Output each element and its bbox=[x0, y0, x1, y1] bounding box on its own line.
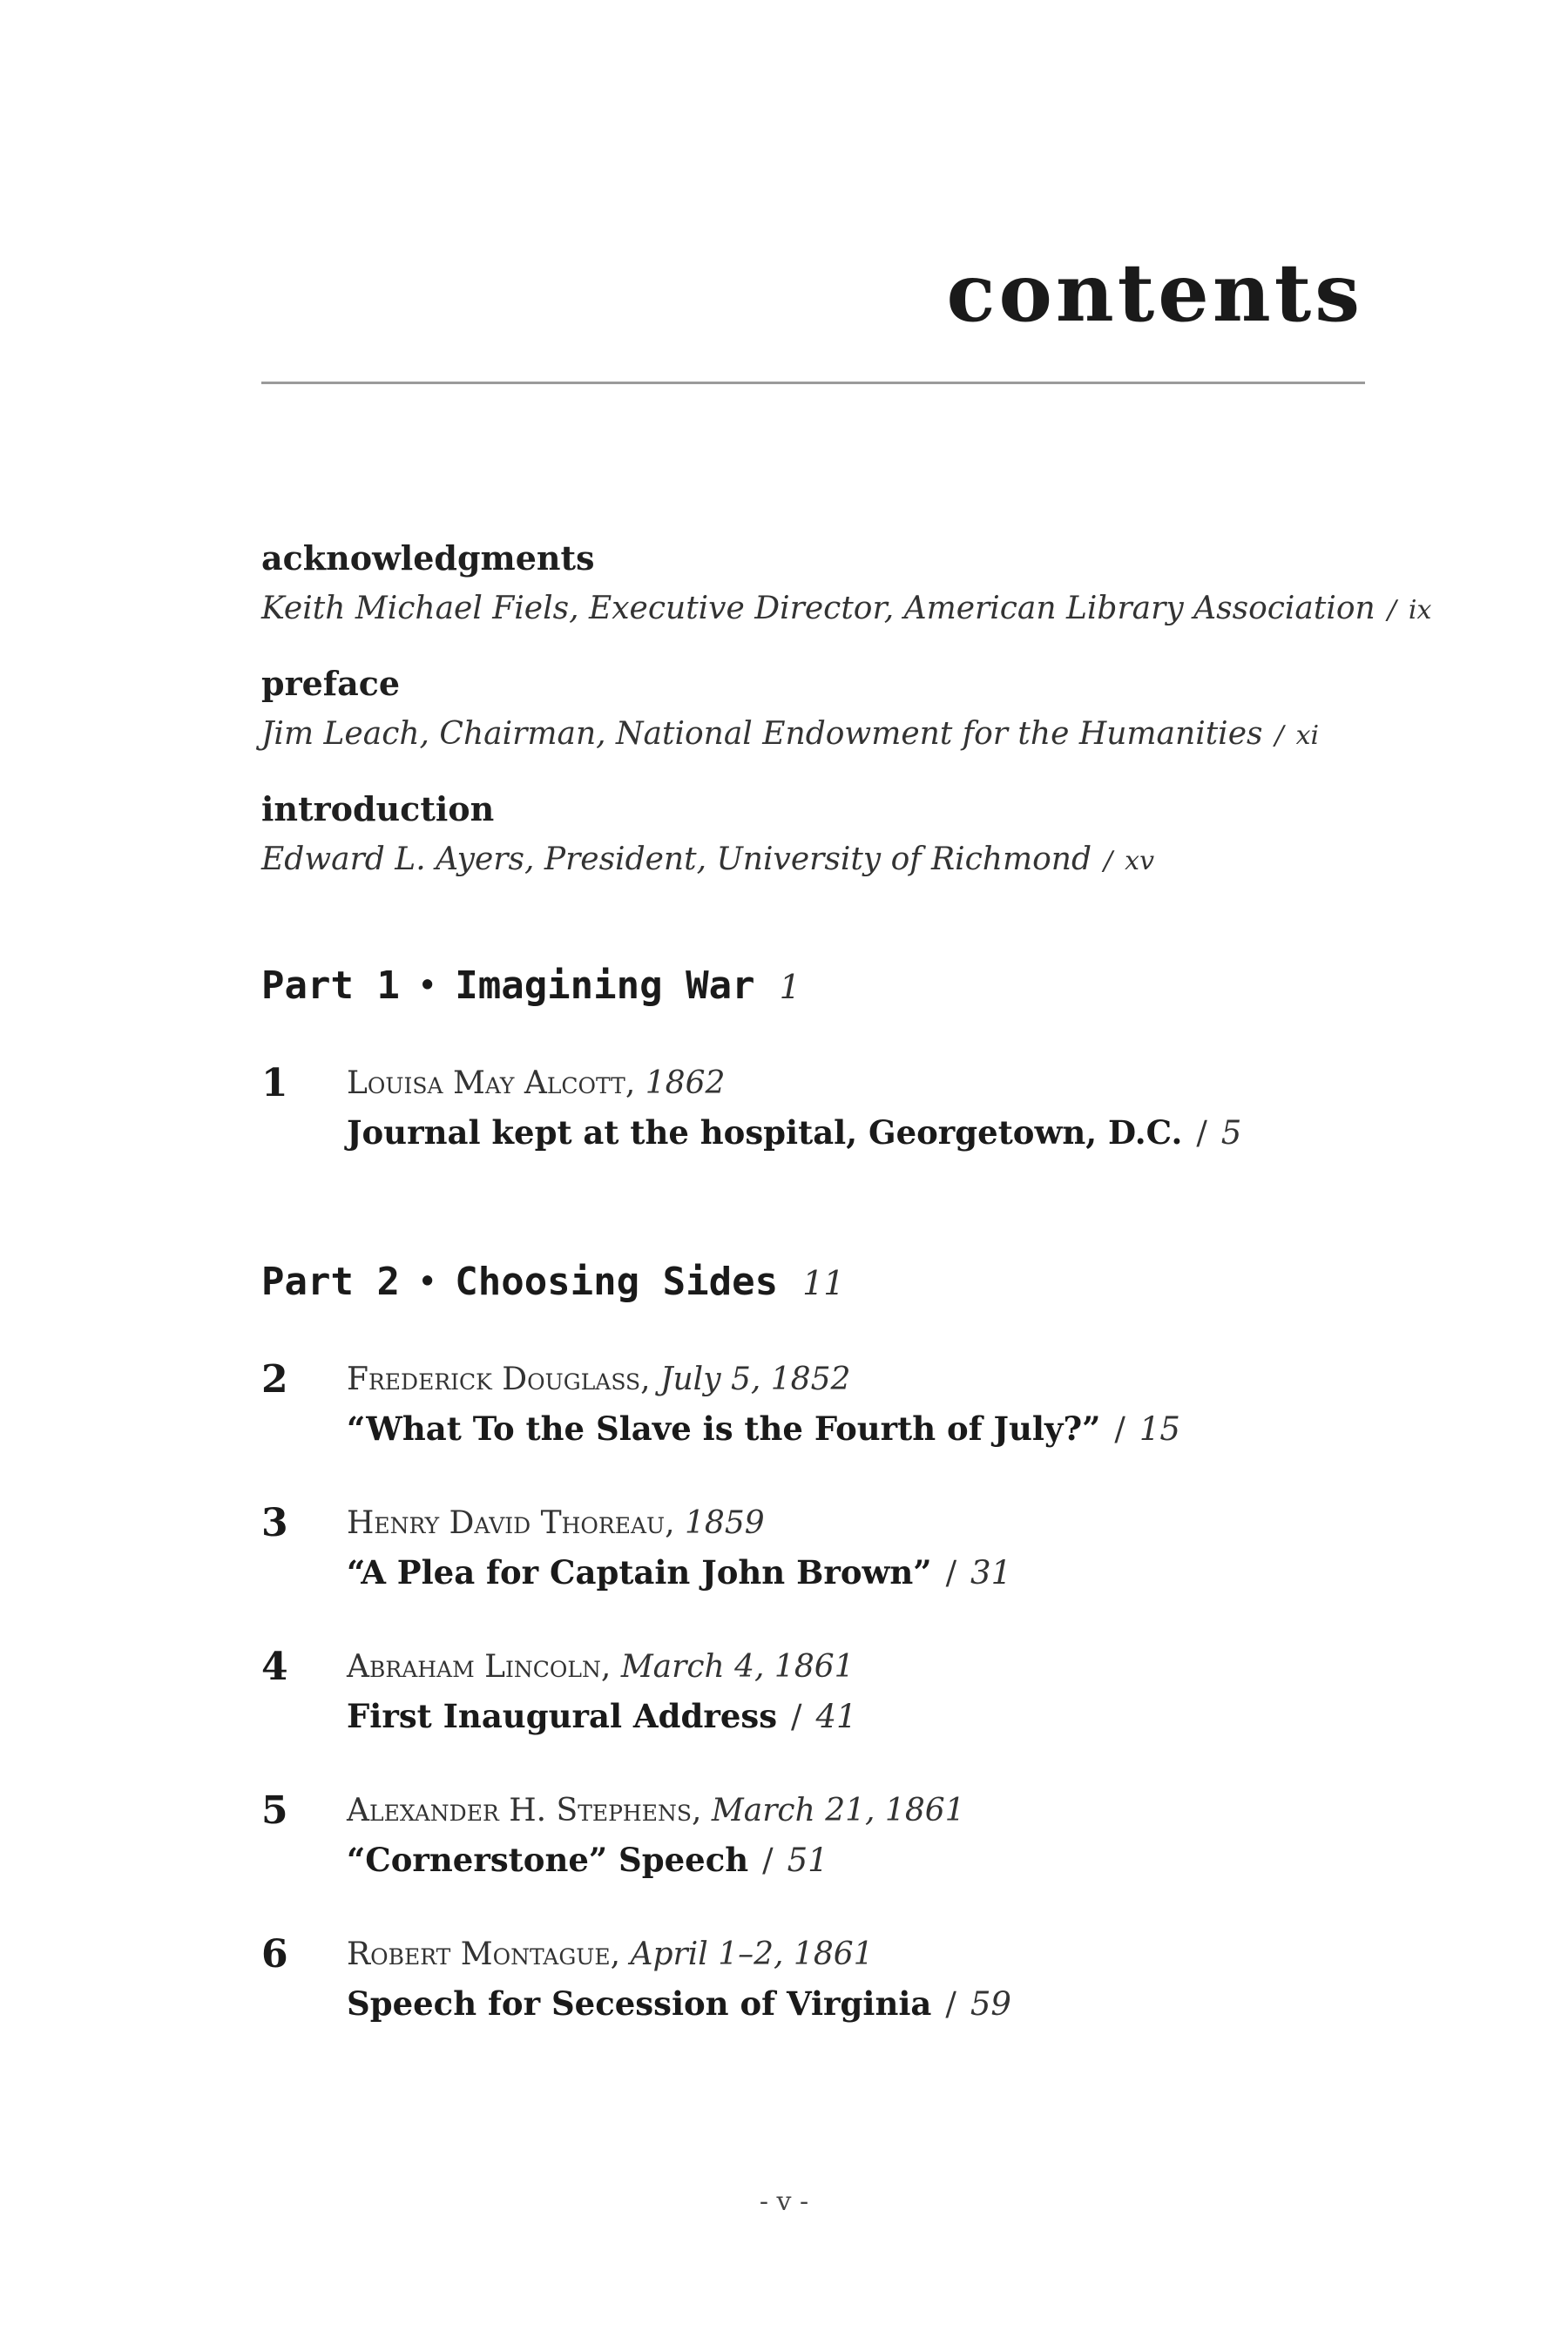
page-title: contents bbox=[946, 246, 1363, 340]
chapter-number: 6 bbox=[261, 1932, 288, 1977]
page-number: xv bbox=[1125, 846, 1155, 876]
chapter-title bbox=[347, 1841, 828, 1879]
author-date: July 5, 1852 bbox=[660, 1362, 851, 1397]
front-matter-text bbox=[261, 716, 1320, 752]
page-number: ix bbox=[1408, 595, 1432, 625]
work-title: First Inaugural Address bbox=[347, 1697, 778, 1735]
author-name: Abraham Lincoln, bbox=[347, 1649, 612, 1685]
chapter-author bbox=[347, 1936, 874, 1972]
author-name: Louisa May Alcott, bbox=[347, 1065, 636, 1101]
title-divider bbox=[261, 382, 1365, 384]
chapter-number: 5 bbox=[261, 1788, 288, 1833]
part-name: Choosing Sides bbox=[455, 1260, 779, 1304]
front-matter-heading: introduction bbox=[261, 789, 495, 828]
author-name: Frederick Douglass, bbox=[347, 1362, 651, 1397]
page-separator: / bbox=[945, 1554, 957, 1592]
page-number: 59 bbox=[970, 1985, 1011, 2023]
page-number: 31 bbox=[970, 1554, 1012, 1592]
page-number: 41 bbox=[815, 1698, 857, 1735]
front-matter-introduction[interactable] bbox=[261, 789, 1155, 877]
front-matter-heading: acknowledgments bbox=[261, 538, 595, 578]
work-title: Journal kept at the hospital, Georgetown, D.C. bbox=[347, 1113, 1183, 1152]
page-number: 5 bbox=[1220, 1114, 1242, 1152]
chapter-number: 4 bbox=[261, 1645, 288, 1689]
page-separator: / bbox=[945, 1985, 956, 2023]
author-name: Robert Montague, bbox=[347, 1936, 621, 1972]
work-title: “Cornerstone” Speech bbox=[347, 1841, 749, 1879]
chapter-number: 2 bbox=[261, 1357, 288, 1402]
page-number: xi bbox=[1295, 720, 1320, 751]
front-matter-author: Jim Leach, Chairman, National Endowment for the Humanities bbox=[261, 716, 1263, 752]
part-page-number: 11 bbox=[802, 1264, 845, 1302]
page-number: 15 bbox=[1139, 1410, 1180, 1448]
front-matter-author: Edward L. Ayers, President, University of Richmond bbox=[261, 841, 1092, 877]
page-separator: / bbox=[1114, 1410, 1125, 1448]
chapter-author bbox=[347, 1065, 726, 1101]
chapter-title bbox=[347, 1113, 1242, 1152]
front-matter-author: Keith Michael Fiels, Executive Director, American Library Association bbox=[261, 591, 1375, 626]
author-date: April 1–2, 1861 bbox=[630, 1936, 874, 1972]
author-date: 1859 bbox=[685, 1505, 765, 1541]
page-separator: / bbox=[1387, 595, 1396, 625]
author-date: March 21, 1861 bbox=[711, 1793, 965, 1828]
author-date: March 4, 1861 bbox=[620, 1649, 855, 1685]
part-heading-1[interactable] bbox=[261, 963, 801, 1008]
page-separator: / bbox=[762, 1842, 774, 1879]
work-title: “A Plea for Captain John Brown” bbox=[347, 1553, 932, 1592]
page-number: 51 bbox=[787, 1842, 828, 1879]
chapter-number: 3 bbox=[261, 1501, 288, 1545]
front-matter-preface[interactable] bbox=[261, 664, 1320, 752]
page-separator: / bbox=[1104, 846, 1113, 876]
chapter-title bbox=[347, 1984, 1011, 2023]
part-heading-2[interactable] bbox=[261, 1260, 845, 1304]
front-matter-acknowledgments[interactable] bbox=[261, 538, 1432, 626]
work-title: Speech for Secession of Virginia bbox=[347, 1984, 932, 2023]
front-matter-text bbox=[261, 593, 1431, 625]
page-folio: - v - bbox=[759, 2186, 809, 2217]
part-label: Part 2 bbox=[261, 1260, 400, 1304]
chapter-author bbox=[347, 1505, 765, 1541]
chapter-author bbox=[347, 1364, 850, 1396]
work-title: “What To the Slave is the Fourth of July?” bbox=[347, 1409, 1101, 1448]
page-separator: / bbox=[1196, 1114, 1207, 1152]
part-label: Part 1 bbox=[261, 963, 400, 1008]
chapter-author bbox=[347, 1649, 855, 1685]
bullet-icon: • bbox=[418, 1265, 436, 1298]
chapter-author bbox=[347, 1795, 965, 1827]
author-date: 1862 bbox=[645, 1065, 726, 1101]
chapter-title bbox=[347, 1697, 857, 1735]
part-name: Imagining War bbox=[455, 963, 755, 1008]
author-name: Henry David Thoreau, bbox=[347, 1505, 675, 1541]
page-separator: / bbox=[1274, 720, 1284, 751]
page-separator: / bbox=[791, 1698, 802, 1735]
chapter-title bbox=[347, 1553, 1012, 1592]
front-matter-heading: preface bbox=[261, 664, 401, 703]
chapter-number: 1 bbox=[261, 1061, 288, 1105]
chapter-title bbox=[347, 1409, 1180, 1448]
part-page-number: 1 bbox=[779, 968, 801, 1006]
front-matter-text bbox=[261, 841, 1155, 877]
author-name: Alexander H. Stephens, bbox=[347, 1793, 702, 1828]
bullet-icon: • bbox=[418, 969, 436, 1002]
